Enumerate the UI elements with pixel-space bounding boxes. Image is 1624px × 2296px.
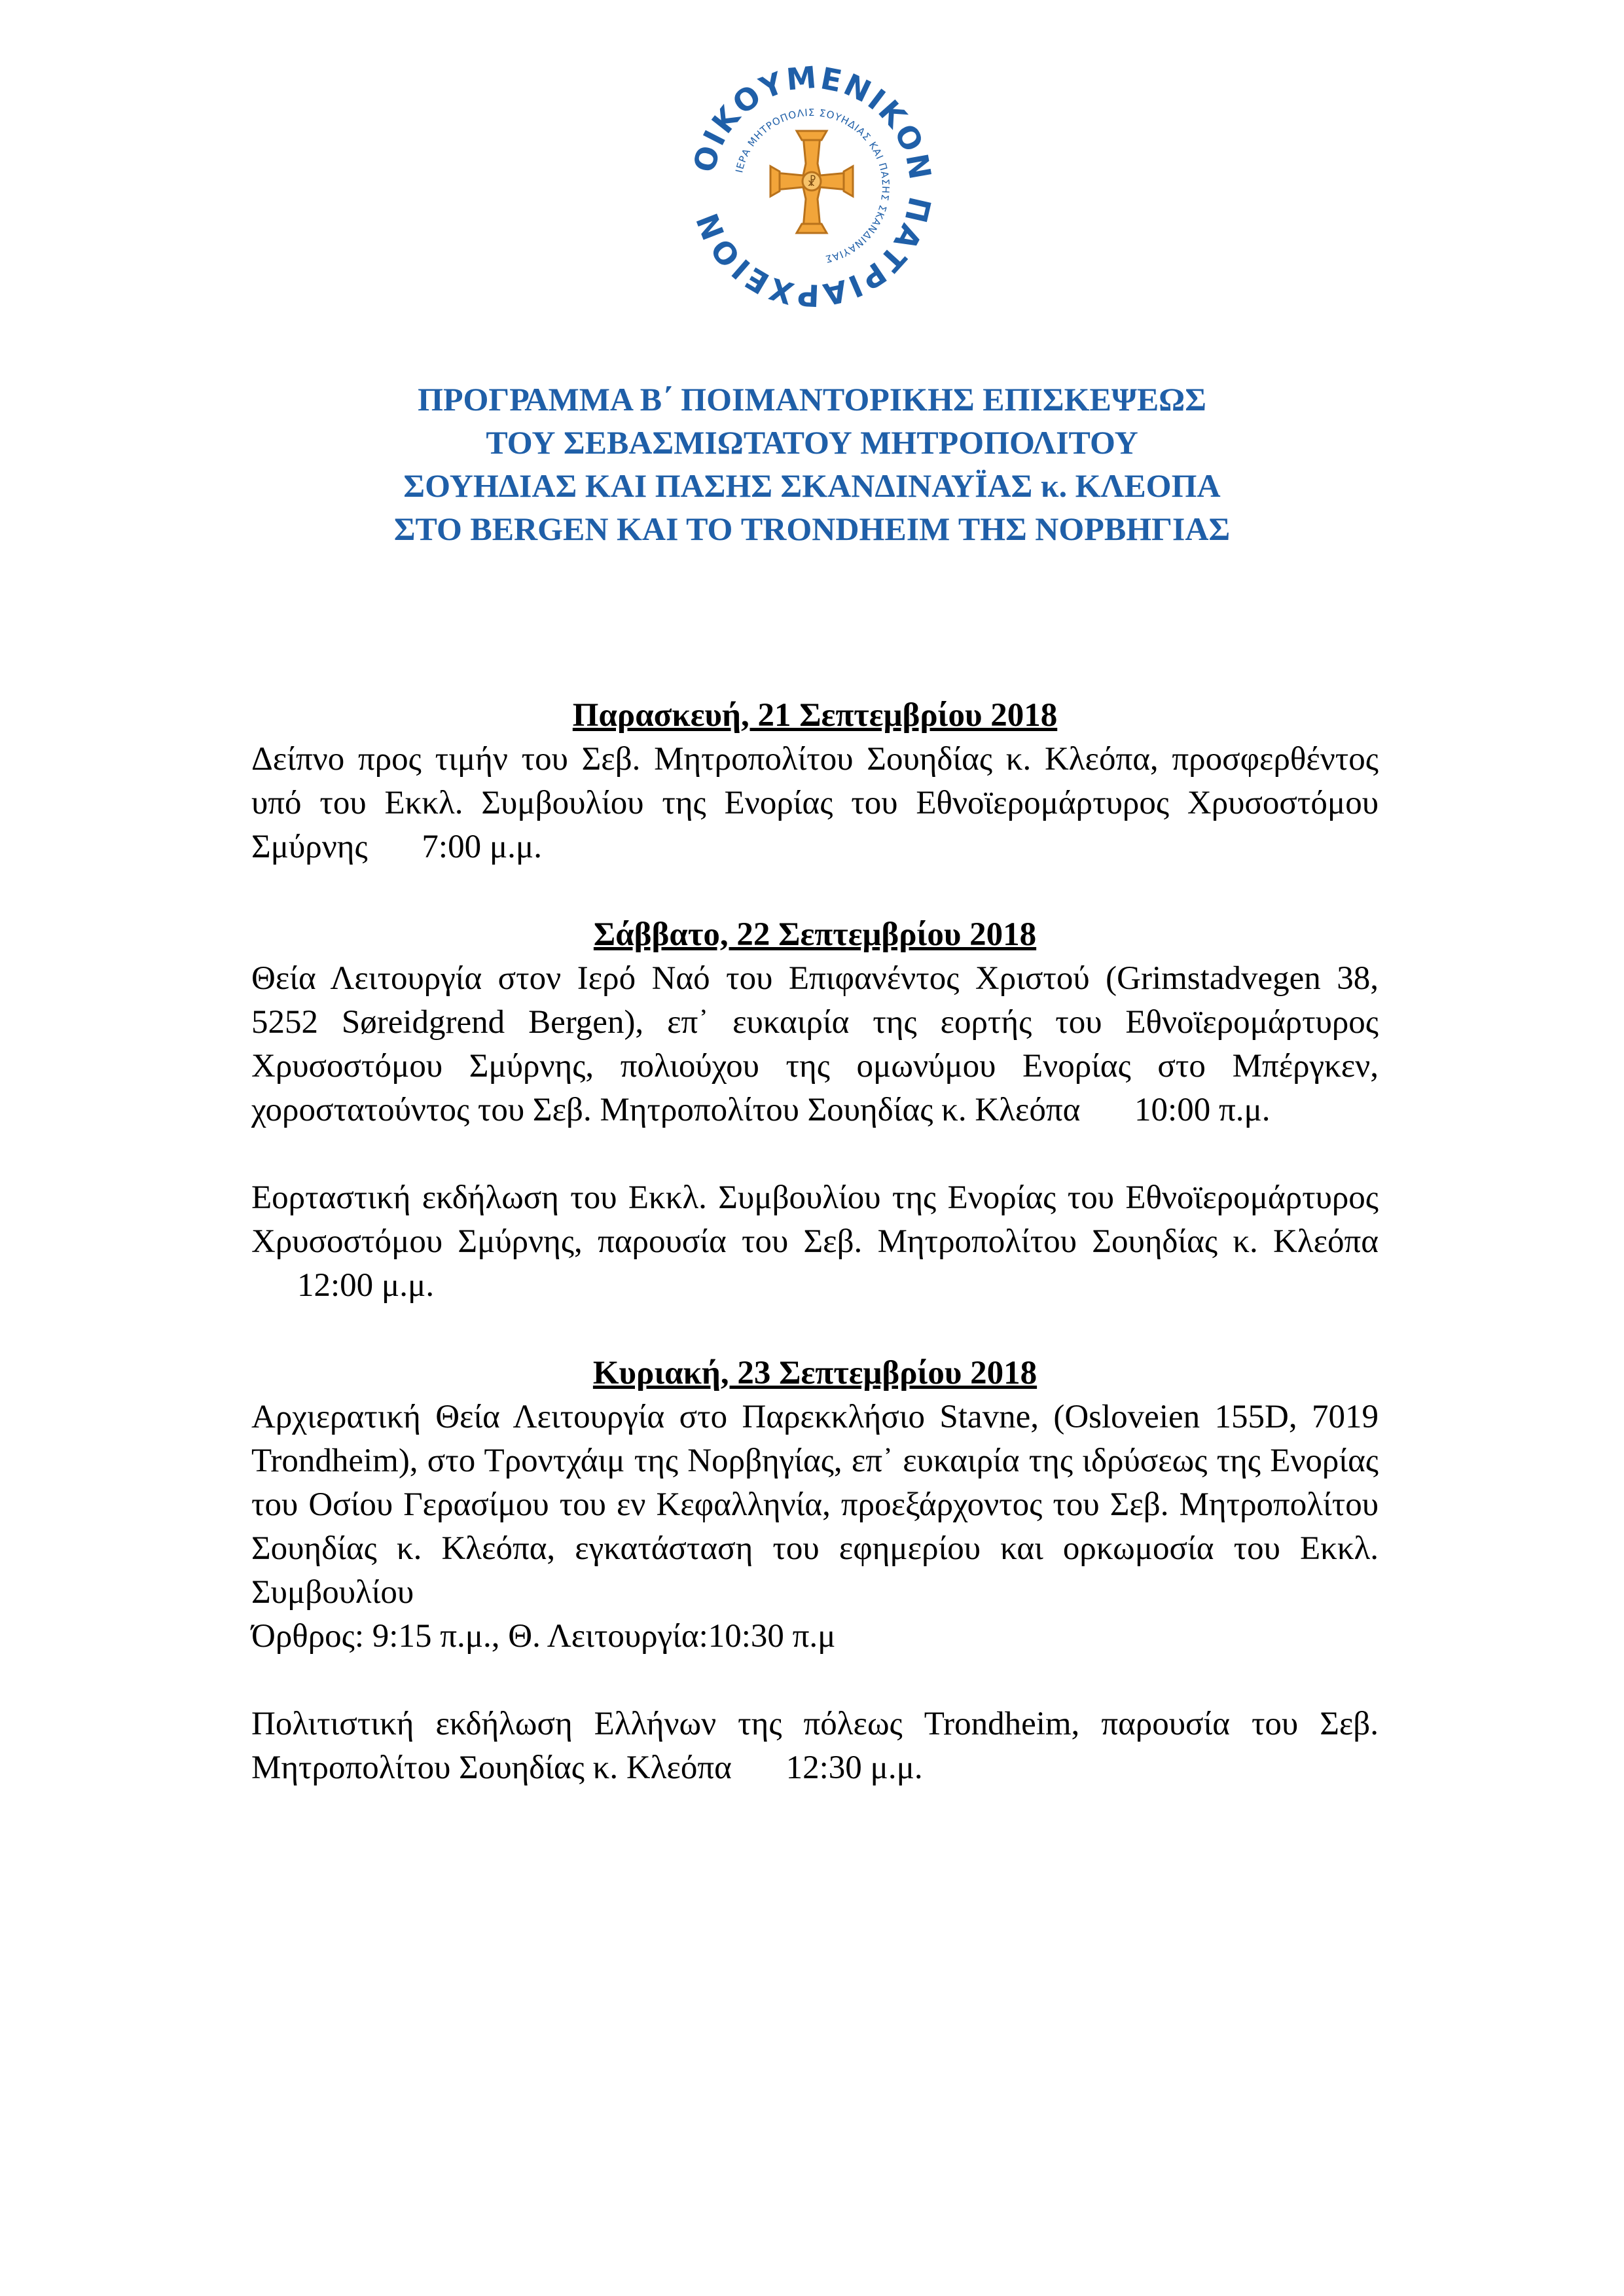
event-time: 7:00 μ.μ. (422, 829, 543, 865)
event-time: 10:00 π.μ. (1134, 1092, 1271, 1128)
event-saturday-celebration (251, 1176, 1379, 1308)
spacer (251, 1132, 1379, 1176)
event-time: 12:30 μ.μ. (785, 1749, 923, 1786)
event-friday-dinner (251, 738, 1379, 869)
event-saturday-liturgy (251, 957, 1379, 1132)
title-line-4: ΣΤΟ BERGEN ΚΑΙ ΤΟ TRONDHEIM ΤΗΣ ΝΟΡΒΗΓΙΑΣ (393, 511, 1231, 547)
spacer (251, 1308, 1379, 1352)
event-description: Πολιτιστική εκδήλωση Ελλήνων της πόλεως Trondheim, παρουσία του Σεβ. Μητροπολίτου Σουηδίας κ. Κλεόπα (251, 1706, 1379, 1786)
day-heading-sunday: Κυριακή, 23 Σεπτεμβρίου 2018 (592, 1355, 1038, 1391)
patriarchate-seal (691, 65, 933, 308)
event-description: Δείπνο προς τιμήν του Σεβ. Μητροπολίτου Σουηδίας κ. Κλεόπα, προσφερθέντος υπό του Εκκλ. Συμβουλίου της Ενορίας του Εθνοϊερομάρτυρος Χρυσοστόμου Σμύρνης (251, 741, 1379, 865)
day-heading-saturday: Σάββατο, 22 Σεπτεμβρίου 2018 (593, 916, 1037, 953)
seal-graphic (691, 65, 933, 308)
seal-outer-text: ΙΚΟΥΜΕΝΙΚΟ ΑΤΡΙΑΡΧΕΙΟΝ (691, 65, 931, 308)
event-description: Αρχιερατική Θεία Λειτουργία στο Παρεκκλήσιο Stavne, (Osloveien 155D, 7019 Trondheim), στο Τροντχάιμ της Νορβηγίας, επ᾽ ευκαιρία της ιδρύσεως της Ενορίας του Οσίου Γερασίμου του εν Κεφαλληνία, προεξάρχοντος του Σεβ. Μητροπολίτου Σουηδίας κ. Κλεόπα, εγκατάσταση του εφημερίου και ορκωμοσία του Εκκλ. Συμβουλίου (251, 1399, 1379, 1611)
seal-inner-text: ΙΕΡΑ ΜΗΤΡΟΠΟΛΙΣ ΣΟΥΗΔΙΑΣ ΚΑΙ ΠΑΣΗΣ ΣΚΑΝΔΙΝΑΥΙΑΣ (733, 106, 892, 266)
title-line-2: ΤΟΥ ΣΕΒΑΣΜΙΩΤΑΤΟΥ ΜΗΤΡΟΠΟΛΙΤΟΥ (486, 424, 1138, 461)
event-time: 12:00 μ.μ. (297, 1267, 435, 1304)
event-description: Εορταστική εκδήλωση του Εκκλ. Συμβουλίου της Ενορίας του Εθνοϊερομάρτυρος Χρυσοστόμου Σμύρνης, παρουσία του Σεβ. Μητροπολίτου Σουηδίας κ. Κλεόπα (251, 1179, 1379, 1260)
chi-rho-icon: ☧ (806, 175, 817, 189)
event-sunday-liturgy (251, 1395, 1379, 1615)
document-title (0, 378, 1624, 550)
title-line-3: ΣΟΥΗΔΙΑΣ ΚΑΙ ΠΑΣΗΣ ΣΚΑΝΔΙΝΑΥΪΑΣ κ. ΚΛΕΟΠΑ (403, 467, 1221, 504)
spacer (251, 1659, 1379, 1702)
day-heading-friday: Παρασκευή, 21 Σεπτεμβρίου 2018 (572, 697, 1058, 734)
event-sunday-schedule: Όρθρος: 9:15 π.μ., Θ. Λειτουργία:10:30 π.μ (251, 1618, 836, 1655)
event-description: Θεία Λειτουργία στον Ιερό Ναό του Επιφανέντος Χριστού (Grimstadvegen 38, 5252 Søreidgrend Bergen), επ᾽ ευκαιρία της εορτής του Εθνοϊερομάρτυρος Χρυσοστόμου Σμύρνης, πολιούχου της ομωνύμου Ενορίας στο Μπέργκεν, χοροστατούντος του Σεβ. Μητροπολίτου Σουηδίας κ. Κλεόπα (251, 960, 1379, 1128)
event-sunday-cultural (251, 1702, 1379, 1790)
title-line-1: ΠΡΟΓΡΑΜΜΑ Β΄ ΠΟΙΜΑΝΤΟΡΙΚΗΣ ΕΠΙΣΚΕΨΕΩΣ (418, 381, 1206, 418)
spacer (251, 869, 1379, 913)
program-schedule (251, 694, 1379, 1790)
